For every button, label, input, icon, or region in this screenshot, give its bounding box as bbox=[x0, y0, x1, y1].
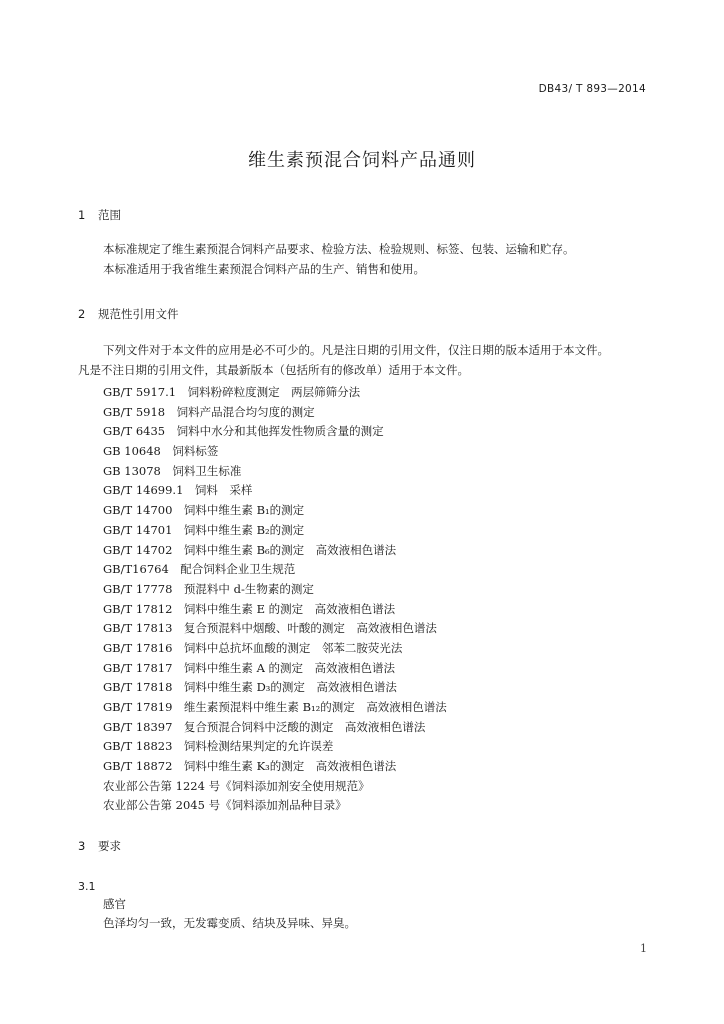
reference-item: GB 10648 饲料标签 bbox=[103, 444, 219, 459]
reference-item: GB/T 14700 饲料中维生素 B₁的测定 bbox=[103, 503, 305, 518]
reference-item: GB/T 14702 饲料中维生素 B₆的测定 高效液相色谱法 bbox=[103, 542, 397, 557]
reference-item: GB/T16764 配合饲料企业卫生规范 bbox=[103, 562, 296, 577]
section-number: 2 bbox=[78, 307, 86, 321]
reference-item: 农业部公告第 2045 号《饲料添加剂品种目录》 bbox=[103, 798, 347, 813]
document-title: 维生素预混合饲料产品通则 bbox=[248, 150, 476, 171]
section-title: 规范性引用文件 bbox=[98, 307, 179, 321]
page-number: 1 bbox=[640, 942, 647, 955]
reference-item: GB/T 18823 饲料检测结果判定的允许误差 bbox=[103, 739, 334, 754]
reference-item: GB 13078 饲料卫生标准 bbox=[103, 463, 242, 478]
reference-item: GB/T 17778 预混料中 d-生物素的测定 bbox=[103, 581, 314, 596]
reference-item: GB/T 14699.1 饲料 采样 bbox=[103, 483, 253, 498]
section-title: 要求 bbox=[98, 839, 121, 853]
section-2-heading bbox=[78, 306, 179, 322]
reference-item: GB/T 17812 饲料中维生素 E 的测定 高效液相色谱法 bbox=[103, 601, 396, 616]
reference-item: GB/T 5918 饲料产品混合均匀度的测定 bbox=[103, 404, 315, 419]
section-number: 3 bbox=[78, 839, 86, 853]
document-code: DB43/ T 893—2014 bbox=[538, 83, 646, 95]
reference-item: GB/T 17818 饲料中维生素 D₃的测定 高效液相色谱法 bbox=[103, 680, 397, 695]
reference-item: GB/T 6435 饲料中水分和其他挥发性物质含量的测定 bbox=[103, 424, 384, 439]
reference-item: GB/T 18397 复合预混合饲料中泛酸的测定 高效液相色谱法 bbox=[103, 719, 426, 734]
reference-item: GB/T 5917.1 饲料粉碎粒度测定 两层筛筛分法 bbox=[103, 385, 361, 399]
section-title: 范围 bbox=[98, 208, 121, 222]
reference-item: GB/T 17816 饲料中总抗坏血酸的测定 邻苯二胺荧光法 bbox=[103, 640, 403, 655]
reference-item: 农业部公告第 1224 号《饲料添加剂安全使用规范》 bbox=[103, 778, 370, 793]
reference-item: GB/T 14701 饲料中维生素 B₂的测定 bbox=[103, 522, 305, 537]
section-1-paragraph: 本标准规定了维生素预混合饲料产品要求、检验方法、检验规则、标签、包装、运输和贮存。 bbox=[103, 242, 575, 256]
subsection-body: 色泽均匀一致，无发霉变质、结块及异味、异臭。 bbox=[103, 916, 356, 930]
section-2-intro: 凡是不注日期的引用文件，其最新版本（包括所有的修改单）适用于本文件。 bbox=[78, 363, 469, 377]
reference-item: GB/T 17819 维生素预混料中维生素 B₁₂的测定 高效液相色谱法 bbox=[103, 700, 447, 714]
subsection-title: 感官 bbox=[103, 897, 126, 911]
section-number: 1 bbox=[78, 208, 86, 222]
section-2-intro: 下列文件对于本文件的应用是必不可少的。凡是注日期的引用文件，仅注日期的版本适用于本文件。 bbox=[103, 343, 609, 357]
section-1-heading bbox=[78, 207, 121, 223]
reference-item: GB/T 17813 复合预混料中烟酸、叶酸的测定 高效液相色谱法 bbox=[103, 621, 437, 636]
section-1-paragraph: 本标准适用于我省维生素预混合饲料产品的生产、销售和使用。 bbox=[103, 262, 425, 276]
section-3-heading bbox=[78, 838, 121, 854]
subsection-number: 3.1 bbox=[78, 880, 96, 893]
reference-item: GB/T 18872 饲料中维生素 K₃的测定 高效液相色谱法 bbox=[103, 759, 397, 774]
reference-list bbox=[103, 383, 447, 816]
reference-item: GB/T 17817 饲料中维生素 A 的测定 高效液相色谱法 bbox=[103, 660, 396, 675]
